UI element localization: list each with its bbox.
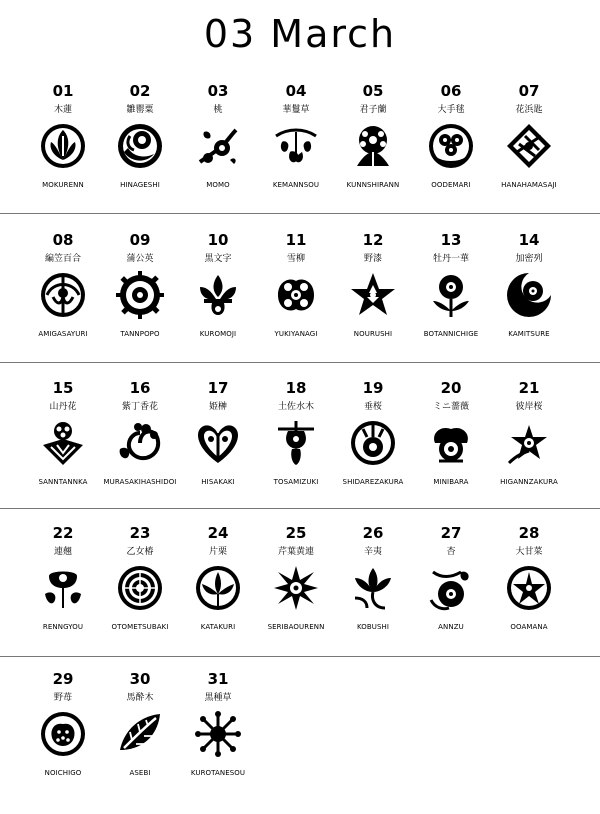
day-number: 19 <box>362 379 384 397</box>
flower-kanji-name: 大甘菜 <box>515 547 543 557</box>
day-number: 25 <box>285 524 307 542</box>
asebi-crest-icon <box>116 710 164 758</box>
flower-romaji-name: NOURUSHI <box>353 330 393 338</box>
day-number: 05 <box>362 82 384 100</box>
flower-kanji-name: 木蓮 <box>53 105 72 115</box>
flower-romaji-name: KAMITSURE <box>508 330 550 338</box>
day-cell <box>330 80 416 226</box>
day-number: 15 <box>52 379 74 397</box>
day-number: 10 <box>207 231 229 249</box>
day-cell <box>408 377 494 523</box>
day-cell <box>330 377 416 523</box>
flower-romaji-name: RENNGYOU <box>42 623 84 631</box>
day-number: 23 <box>129 524 151 542</box>
day-number: 03 <box>207 82 229 100</box>
page-title: 03 March <box>203 12 397 56</box>
day-cell <box>20 377 106 523</box>
flower-romaji-name: MURASAKIHASHIDOI <box>103 478 177 486</box>
day-cell <box>486 80 572 226</box>
day-cell <box>408 80 494 226</box>
day-cell <box>253 229 339 375</box>
day-cell <box>97 522 183 668</box>
flower-kanji-name: 紫丁香花 <box>121 402 158 412</box>
day-number: 20 <box>440 379 462 397</box>
day-number: 06 <box>440 82 462 100</box>
day-cell <box>486 522 572 668</box>
day-number: 08 <box>52 231 74 249</box>
flower-romaji-name: MOKURENN <box>42 181 84 189</box>
day-cell <box>486 229 572 375</box>
ooamana-crest-icon <box>505 564 553 612</box>
flower-romaji-name: ANNZU <box>438 623 464 631</box>
day-number: 16 <box>129 379 151 397</box>
day-number: 28 <box>518 524 540 542</box>
week-row <box>0 377 600 523</box>
day-cell <box>20 229 106 375</box>
flower-kanji-name: 姫榊 <box>208 402 227 412</box>
flower-romaji-name: HINAGESHI <box>120 181 160 189</box>
flower-kanji-name: 山丹花 <box>49 402 77 412</box>
higanzakura-crest-icon <box>505 419 553 467</box>
rengyou-crest-icon <box>39 564 87 612</box>
day-number: 22 <box>52 524 74 542</box>
anzu-crest-icon <box>427 564 475 612</box>
day-cell <box>175 229 261 375</box>
hanahamasaji-crest-icon <box>505 122 553 170</box>
flower-kanji-name: 芹葉黄連 <box>277 547 314 557</box>
flower-kanji-name: 雛罌粟 <box>126 105 154 115</box>
day-cell <box>175 80 261 226</box>
flower-kanji-name: 彼岸桜 <box>515 402 543 412</box>
amigasayuri-crest-icon <box>39 271 87 319</box>
flower-romaji-name: AMIGASAYURI <box>38 330 88 338</box>
kuromoji-crest-icon <box>194 271 242 319</box>
flower-kanji-name: 辛夷 <box>363 547 382 557</box>
flower-kanji-name: 黒種草 <box>204 693 232 703</box>
flower-kanji-name: 蒲公英 <box>126 254 154 264</box>
santanka-crest-icon <box>39 419 87 467</box>
flower-romaji-name: SHIDAREZAKURA <box>342 478 404 486</box>
day-cell <box>486 377 572 523</box>
day-cell <box>253 522 339 668</box>
day-cell <box>175 668 261 814</box>
flower-romaji-name: HANAHAMASAJI <box>501 181 557 189</box>
day-cell <box>253 80 339 226</box>
kunshiran-crest-icon <box>349 122 397 170</box>
day-cell <box>97 80 183 226</box>
hisakaki-crest-icon <box>194 419 242 467</box>
botanichige-crest-icon <box>427 271 475 319</box>
flower-kanji-name: ミニ薔薇 <box>432 402 469 412</box>
day-number: 24 <box>207 524 229 542</box>
day-cell <box>330 229 416 375</box>
day-number: 09 <box>129 231 151 249</box>
flower-romaji-name: KOBUSHI <box>356 623 390 631</box>
day-cell <box>408 229 494 375</box>
flower-romaji-name: KATAKURI <box>200 623 236 631</box>
flower-kanji-name: 乙女椿 <box>126 547 154 557</box>
flower-romaji-name: TOSAMIZUKI <box>273 478 319 486</box>
day-cell <box>20 668 106 814</box>
shidarezakura-crest-icon <box>349 419 397 467</box>
day-number: 18 <box>285 379 307 397</box>
flower-kanji-name: 片栗 <box>208 547 227 557</box>
momo-crest-icon <box>194 122 242 170</box>
flower-kanji-name: 土佐水木 <box>277 402 314 412</box>
flower-romaji-name: SANNTANNKA <box>38 478 88 486</box>
flower-kanji-name: 野漆 <box>363 254 382 264</box>
day-cell <box>330 522 416 668</box>
kobushi-crest-icon <box>349 564 397 612</box>
week-row <box>0 229 600 375</box>
day-number: 07 <box>518 82 540 100</box>
tanpopo-crest-icon <box>116 271 164 319</box>
flower-kanji-name: 黒文字 <box>204 254 232 264</box>
flower-romaji-name: NOICHIGO <box>44 769 82 777</box>
flower-romaji-name: HIGANNZAKURA <box>500 478 558 486</box>
day-number: 29 <box>52 670 74 688</box>
yukiyanagi-crest-icon <box>272 271 320 319</box>
week-row <box>0 668 600 814</box>
noichigo-crest-icon <box>39 710 87 758</box>
flower-romaji-name: KUROTANESOU <box>190 769 246 777</box>
day-cell <box>20 522 106 668</box>
day-cell <box>20 80 106 226</box>
day-number: 17 <box>207 379 229 397</box>
flower-romaji-name: OTOMETSUBAKI <box>111 623 169 631</box>
seribaouren-crest-icon <box>272 564 320 612</box>
flower-kanji-name: 編笠百合 <box>44 254 81 264</box>
mokuren-crest-icon <box>39 122 87 170</box>
day-number: 26 <box>362 524 384 542</box>
flower-romaji-name: YUKIYANAGI <box>274 330 318 338</box>
day-number: 04 <box>285 82 307 100</box>
nourushi-crest-icon <box>349 271 397 319</box>
day-number: 12 <box>362 231 384 249</box>
flower-kanji-name: 君子蘭 <box>359 105 387 115</box>
flower-kanji-name: 大手毬 <box>437 105 465 115</box>
flower-romaji-name: MINIBARA <box>433 478 469 486</box>
day-number: 14 <box>518 231 540 249</box>
flower-kanji-name: 桃 <box>213 105 223 115</box>
flower-kanji-name: 垂桜 <box>363 402 382 412</box>
flower-romaji-name: OOAMANA <box>510 623 548 631</box>
flower-kanji-name: 野苺 <box>53 693 72 703</box>
flower-kanji-name: 加密列 <box>515 254 543 264</box>
flower-kanji-name: 牡丹一華 <box>432 254 469 264</box>
kemansou-crest-icon <box>272 122 320 170</box>
day-cell <box>175 377 261 523</box>
day-cell <box>408 522 494 668</box>
flower-romaji-name: HISAKAKI <box>201 478 235 486</box>
otometsubaki-crest-icon <box>116 564 164 612</box>
day-cell <box>97 668 183 814</box>
flower-kanji-name: 華鬘草 <box>282 105 310 115</box>
flower-romaji-name: SERIBAOURENN <box>267 623 325 631</box>
murasakihashidoi-crest-icon <box>116 419 164 467</box>
day-number: 11 <box>285 231 307 249</box>
day-number: 13 <box>440 231 462 249</box>
day-cell <box>253 377 339 523</box>
day-cell <box>97 229 183 375</box>
day-cell <box>97 377 183 523</box>
week-row <box>0 80 600 226</box>
day-number: 02 <box>129 82 151 100</box>
day-number: 30 <box>129 670 151 688</box>
tosamizuki-crest-icon <box>272 419 320 467</box>
flower-romaji-name: MOMO <box>206 181 230 189</box>
hinageshi-crest-icon <box>116 122 164 170</box>
kurotanesou-crest-icon <box>194 710 242 758</box>
minibara-crest-icon <box>427 419 475 467</box>
flower-kanji-name: 杏 <box>446 547 456 557</box>
day-number: 01 <box>52 82 74 100</box>
flower-kanji-name: 花浜匙 <box>515 105 543 115</box>
flower-romaji-name: BOTANNICHIGE <box>423 330 479 338</box>
flower-romaji-name: TANNPOPO <box>120 330 160 338</box>
day-number: 31 <box>207 670 229 688</box>
flower-kanji-name: 連翹 <box>53 547 72 557</box>
flower-kanji-name: 馬酔木 <box>126 693 154 703</box>
week-row <box>0 522 600 668</box>
flower-romaji-name: ASEBI <box>129 769 151 777</box>
flower-romaji-name: KUROMOJI <box>199 330 237 338</box>
day-cell <box>175 522 261 668</box>
flower-romaji-name: KUNNSHIRANN <box>346 181 400 189</box>
katakuri-crest-icon <box>194 564 242 612</box>
day-number: 27 <box>440 524 462 542</box>
kamitsure-crest-icon <box>505 271 553 319</box>
flower-romaji-name: OODEMARI <box>431 181 471 189</box>
day-number: 21 <box>518 379 540 397</box>
flower-romaji-name: KEMANNSOU <box>272 181 320 189</box>
flower-kanji-name: 雪柳 <box>286 254 305 264</box>
oodemari-crest-icon <box>427 122 475 170</box>
